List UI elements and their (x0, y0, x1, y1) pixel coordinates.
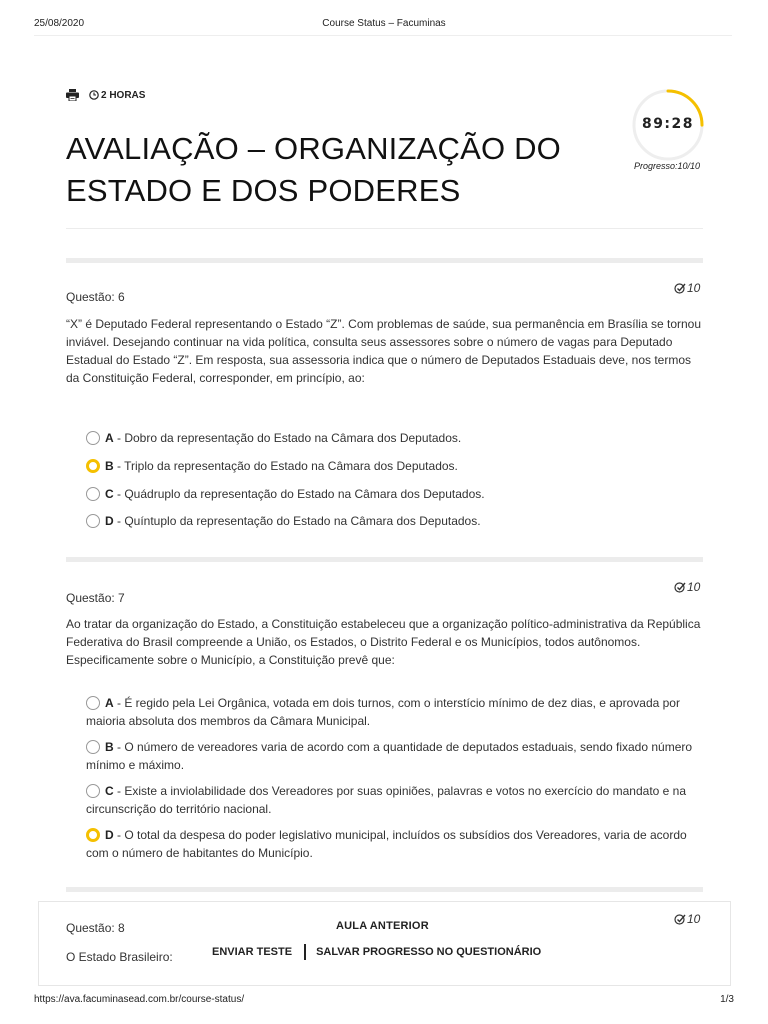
nav-divider (304, 944, 306, 960)
option-letter: B (105, 740, 114, 754)
print-url: https://ava.facuminasead.com.br/course-status/ (34, 994, 245, 1005)
title-divider (66, 228, 703, 229)
radio-button[interactable] (86, 487, 100, 501)
option-text: - Quádruplo da representação do Estado na Câmara dos Deputados. (113, 487, 485, 501)
option-c[interactable] (86, 782, 703, 818)
timer (631, 88, 705, 162)
meta-row (66, 89, 145, 101)
question-text: O Estado Brasileiro: (66, 950, 173, 964)
question-score (674, 281, 700, 295)
option-text: - Dobro da representação do Estado na Câmara dos Deputados. (113, 431, 462, 445)
option-d[interactable] (86, 512, 703, 530)
option-d[interactable] (86, 826, 703, 862)
option-c[interactable] (86, 485, 703, 503)
check-score-icon (674, 282, 686, 294)
option-text: - Existe a inviolabilidade dos Vereadores por suas opiniões, palavras e votos no exercício do mandato e na circunscrição do território nacional. (86, 784, 687, 816)
radio-button[interactable] (86, 514, 100, 528)
option-text: - Triplo da representação do Estado na Câmara dos Deputados. (113, 459, 458, 473)
radio-button[interactable] (86, 740, 100, 754)
question-label: Questão: 7 (66, 591, 125, 605)
option-b[interactable] (86, 457, 703, 475)
print-page-title: Course Status – Facuminas (322, 18, 446, 29)
question-text: Ao tratar da organização do Estado, a Constituição estabeleceu que a organização político-administrativa da República Federativa do Brasil compreende a União, os Estados, o Distrito Federal e os Municípios, todos autônomos. Especificamente sobre o Município, a Constituição prevê que: (66, 617, 701, 667)
option-text: - É regido pela Lei Orgânica, votada em dois turnos, com o interstício mínimo de dez dias, e aprovada por maioria absoluta dos membros da Câmara Municipal. (86, 696, 680, 728)
timer-value: 89:28 (641, 116, 695, 132)
progress-label: Progresso:10/10 (634, 161, 701, 171)
score-value: 10 (687, 580, 701, 594)
question-separator (66, 887, 703, 892)
check-score-icon (674, 581, 686, 593)
radio-button[interactable] (86, 431, 100, 445)
option-text: - O total da despesa do poder legislativo municipal, incluídos os subsídios dos Vereadores, varia de acordo com o número de habitantes do Município. (86, 828, 687, 860)
page-title: AVALIAÇÃO – ORGANIZAÇÃO DO ESTADO E DOS PODERES (66, 131, 561, 208)
question-separator (66, 258, 703, 263)
option-letter: D (105, 828, 114, 842)
radio-button[interactable] (86, 696, 100, 710)
question-separator (66, 557, 703, 562)
header-divider (34, 35, 732, 36)
score-value: 10 (687, 912, 701, 926)
question-score (674, 912, 700, 926)
printer-icon[interactable] (66, 89, 79, 101)
question-score (674, 580, 700, 594)
score-value: 10 (687, 281, 701, 295)
print-page-number: 1/3 (720, 994, 734, 1005)
print-date: 25/08/2020 (34, 18, 85, 29)
option-letter: C (105, 784, 114, 798)
option-text: - Quíntuplo da representação do Estado na Câmara dos Deputados. (113, 514, 481, 528)
option-letter: D (105, 514, 114, 528)
save-progress-button[interactable]: SALVAR PROGRESSO NO QUESTIONÁRIO (316, 946, 542, 958)
option-letter: C (105, 487, 114, 501)
option-a[interactable] (86, 694, 703, 730)
option-b[interactable] (86, 738, 703, 774)
option-letter: A (105, 696, 114, 710)
question-text: “X” é Deputado Federal representando o Estado “Z”. Com problemas de saúde, sua permanência em Brasília se tornou inviável. Desejando continuar na vida política, consulta seus assessores sobre o número de vagas para Deputado Estadual do Estado “Z”. Em resposta, sua assessoria indica que o número de Deputados Estaduais deve, nos termos da Constituição Federal, corresponder, em princípio, ao: (66, 317, 702, 385)
radio-button-selected[interactable] (86, 459, 100, 473)
clock-icon (89, 90, 99, 100)
radio-button[interactable] (86, 784, 100, 798)
duration (89, 90, 145, 101)
nav-actions (212, 944, 541, 960)
submit-test-button[interactable]: ENVIAR TESTE (212, 946, 293, 958)
duration-label: 2 HORAS (101, 89, 146, 101)
previous-lesson-button[interactable]: AULA ANTERIOR (336, 920, 429, 932)
question-label: Questão: 6 (66, 290, 125, 304)
option-a[interactable] (86, 429, 703, 447)
check-score-icon (674, 913, 686, 925)
option-letter: B (105, 459, 114, 473)
option-text: - O número de vereadores varia de acordo com a quantidade de deputados estaduais, sendo fixado número mínimo e máximo. (86, 740, 693, 772)
option-letter: A (105, 431, 114, 445)
radio-button-selected[interactable] (86, 828, 100, 842)
question-label: Questão: 8 (66, 921, 125, 935)
